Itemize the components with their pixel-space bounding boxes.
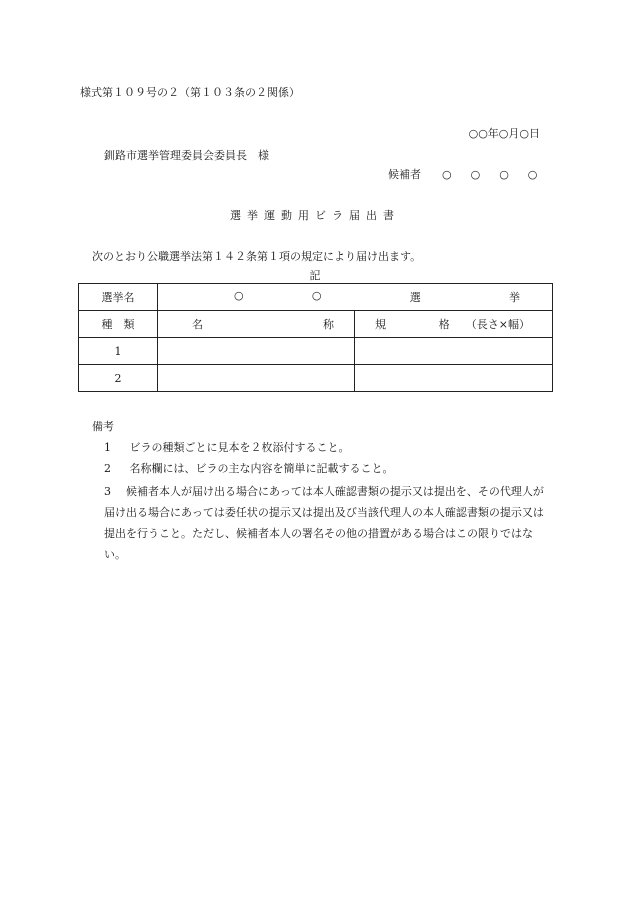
row-number: 1: [79, 338, 158, 365]
addressee: 釧路市選挙管理委員会委員長 様: [104, 149, 269, 162]
spec-input-cell[interactable]: [355, 338, 553, 365]
table-row: [79, 365, 553, 392]
election-word: 選: [409, 291, 421, 304]
table-header-row: [79, 311, 553, 338]
name-input-cell[interactable]: [158, 338, 355, 365]
election-mark: ○: [234, 289, 244, 302]
name-header-left: 名: [192, 318, 203, 331]
row-number: 2: [79, 365, 158, 392]
intro-text: 次のとおり公職選挙法第１４２条第１項の規定により届け出ます。: [92, 250, 422, 263]
table-row: [79, 338, 553, 365]
remark-text: ビラの種類ごとに見本を２枚添付すること。: [129, 441, 350, 454]
remark-number: 1: [104, 441, 111, 454]
remark-item: [104, 460, 394, 476]
spec-input-cell[interactable]: [355, 365, 553, 392]
kind-header: 種 類: [79, 311, 158, 338]
remark-item: [104, 481, 544, 565]
election-value-cell[interactable]: [158, 284, 553, 311]
name-header: [158, 311, 355, 338]
candidate-label: 候補者: [388, 168, 421, 181]
remark-text: 名称欄には、ビラの主な内容を簡単に記載すること。: [129, 462, 394, 475]
election-word: 挙: [508, 291, 520, 304]
form-number: 様式第１０９号の２（第１０３条の２関係）: [80, 86, 300, 99]
candidate-name: ○ ○ ○ ○: [442, 168, 542, 181]
election-mark: ○: [311, 289, 322, 302]
remark-number: 3: [104, 485, 111, 498]
remark-item: [104, 439, 350, 455]
name-input-cell[interactable]: [158, 365, 355, 392]
name-header-right: 称: [323, 318, 334, 331]
remark-text: 候補者本人が届け出る場合にあっては本人確認書類の提示又は提出を、その代理人が届け出る場合にあっては委任状の提示又は提出及び当該代理人の本人確認書類の提示又は提出を行うこと。ただし、候補者本人の署名その他の措置がある場合はこの限りではない。: [104, 485, 544, 561]
candidate-line: [388, 166, 541, 182]
remark-number: 2: [104, 462, 111, 475]
spec-header-note: （長さ×幅）: [465, 318, 530, 331]
remarks-heading: 備考: [92, 420, 114, 433]
table-row: [79, 284, 553, 311]
spec-header-left: 規: [375, 318, 386, 331]
election-label-cell: 選挙名: [79, 284, 158, 311]
date-line: ○○年○月○日: [468, 127, 540, 140]
spec-header-mid: 格: [438, 318, 450, 331]
spec-header: [355, 311, 553, 338]
ki-marker: 記: [309, 269, 321, 282]
notification-table: [78, 283, 553, 392]
document-title: 選挙運動用ビラ届出書: [230, 209, 400, 222]
